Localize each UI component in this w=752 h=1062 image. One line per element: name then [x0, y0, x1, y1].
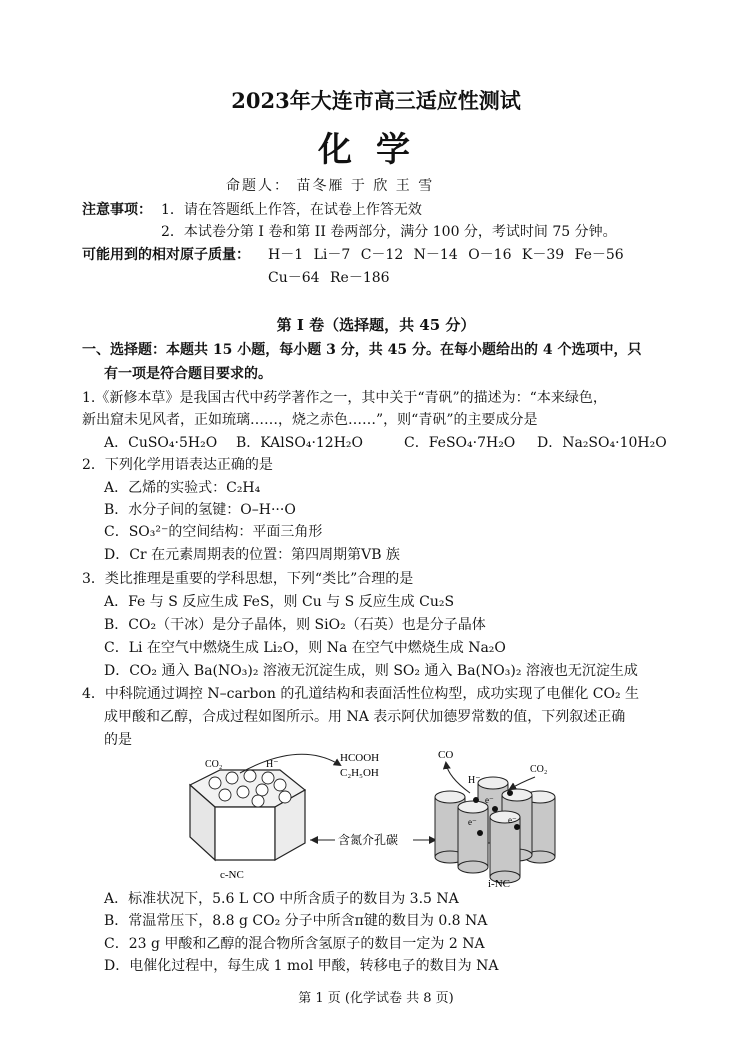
- q3-stem: 3．类比推理是重要的学科思想，下列“类比”合理的是: [82, 571, 414, 587]
- fig-h-left: H⁻: [266, 759, 279, 770]
- q1-option-b: B．KAlSO₄·12H₂O: [236, 435, 364, 451]
- atomic-mass-line-1: H－1 Li－7 C－12 N－14 O－16 K－39 Fe－56: [268, 247, 624, 263]
- q2-option-a: A．乙烯的实验式：C₂H₄: [104, 480, 261, 496]
- fig-electron-2: e⁻: [468, 817, 477, 827]
- q3-option-c: C．Li 在空气中燃烧生成 Li₂O，则 Na 在空气中燃烧生成 Na₂O: [104, 640, 506, 656]
- fig-co2-right: CO₂: [530, 764, 548, 775]
- q1-stem-1: 1.《新修本草》是我国古代中药学著作之一，其中关于“青矾”的描述为：“本来绿色，: [82, 390, 607, 406]
- q3-option-d: D．CO₂ 通入 Ba(NO₃)₂ 溶液无沉淀生成，则 SO₂ 通入 Ba(NO₃)₂ 溶液也无沉淀生成: [104, 663, 638, 679]
- page-footer: 第 1 页 (化学试卷 共 8 页): [298, 991, 454, 1006]
- fig-co2-left: CO₂: [205, 759, 223, 770]
- q1-option-c: C．FeSO₄·7H₂O: [404, 435, 516, 451]
- authors-line: 命题人： 苗冬雁 于 欣 王 雪: [226, 178, 435, 194]
- notes-label: 注意事项：: [82, 202, 152, 218]
- fig-product-ethanol: C₂H₅OH: [340, 767, 379, 779]
- q2-stem: 2．下列化学用语表达正确的是: [82, 457, 273, 473]
- q4-stem-3: 的是: [104, 732, 132, 748]
- q4-option-a: A．标准状况下，5.6 L CO 中所含质子的数目为 3.5 NA: [104, 891, 459, 907]
- notes-line-2: 2．本试卷分第 I 卷和第 II 卷两部分，满分 100 分，考试时间 75 分钟。: [161, 224, 617, 240]
- atomic-mass-label: 可能用到的相对原子质量：: [82, 247, 250, 263]
- exam-title: 2023年大连市高三适应性测试: [231, 88, 521, 113]
- q4-option-b: B．常温常压下，8.8 g CO₂ 分子中所含π键的数目为 0.8 NA: [104, 913, 488, 929]
- q2-option-c: C．SO₃²⁻的空间结构：平面三角形: [104, 524, 323, 540]
- q4-option-c: C．23 g 甲酸和乙醇的混合物所含氢原子的数目一定为 2 NA: [104, 936, 485, 952]
- part1-instructions-1: 一、选择题：本题共 15 小题，每小题 3 分，共 45 分。在每小题给出的 4 个选项中，只: [82, 342, 642, 358]
- q4-stem-2: 成甲酸和乙醇，合成过程如图所示。用 NA 表示阿伏加德罗常数的值，下列叙述正确: [104, 709, 626, 725]
- fig-h-right: H⁻: [468, 775, 481, 786]
- catalysis-figure: [180, 745, 570, 890]
- q3-option-a: A．Fe 与 S 反应生成 FeS，则 Cu 与 S 反应生成 Cu₂S: [104, 594, 455, 610]
- fig-label-cnc: c-NC: [220, 869, 244, 881]
- fig-center-label: 含氮介孔碳: [338, 833, 399, 847]
- q1-option-d: D．Na₂SO₄·10H₂O: [537, 435, 667, 451]
- fig-product-formic: HCOOH: [340, 752, 380, 764]
- q2-option-b: B．水分子间的氢键：O–H···O: [104, 502, 296, 518]
- part1-instructions-2: 有一项是符合题目要求的。: [104, 366, 272, 382]
- q1-stem-2: 新出窟未见风者，正如琉璃……，烧之赤色……”，则“青矾”的主要成分是: [82, 412, 538, 428]
- q3-option-b: B．CO₂（干冰）是分子晶体，则 SiO₂（石英）也是分子晶体: [104, 617, 486, 633]
- fig-electron-3: e⁻: [508, 815, 517, 825]
- atomic-mass-line-2: Cu－64 Re－186: [268, 270, 390, 286]
- q2-option-d: D．Cr 在元素周期表的位置：第四周期第ⅤB 族: [104, 547, 400, 563]
- part1-heading: 第 I 卷（选择题，共 45 分）: [276, 316, 476, 334]
- notes-line-1: 1．请在答题纸上作答，在试卷上作答无效: [161, 202, 422, 218]
- fig-co: CO: [438, 749, 454, 761]
- fig-electron-1: e⁻: [485, 795, 494, 805]
- fig-label-inc: i-NC: [488, 878, 510, 890]
- i-nc-block: [435, 777, 555, 883]
- q4-option-d: D．电催化过程中，每生成 1 mol 甲酸，转移电子的数目为 NA: [104, 958, 499, 974]
- q4-stem-1: 4．中科院通过调控 N–carbon 的孔道结构和表面活性位构型，成功实现了电催化 CO₂ 生: [82, 686, 640, 702]
- subject-title: 化学: [318, 130, 434, 170]
- c-nc-block: [190, 770, 305, 860]
- q1-option-a: A．CuSO₄·5H₂O: [104, 435, 218, 451]
